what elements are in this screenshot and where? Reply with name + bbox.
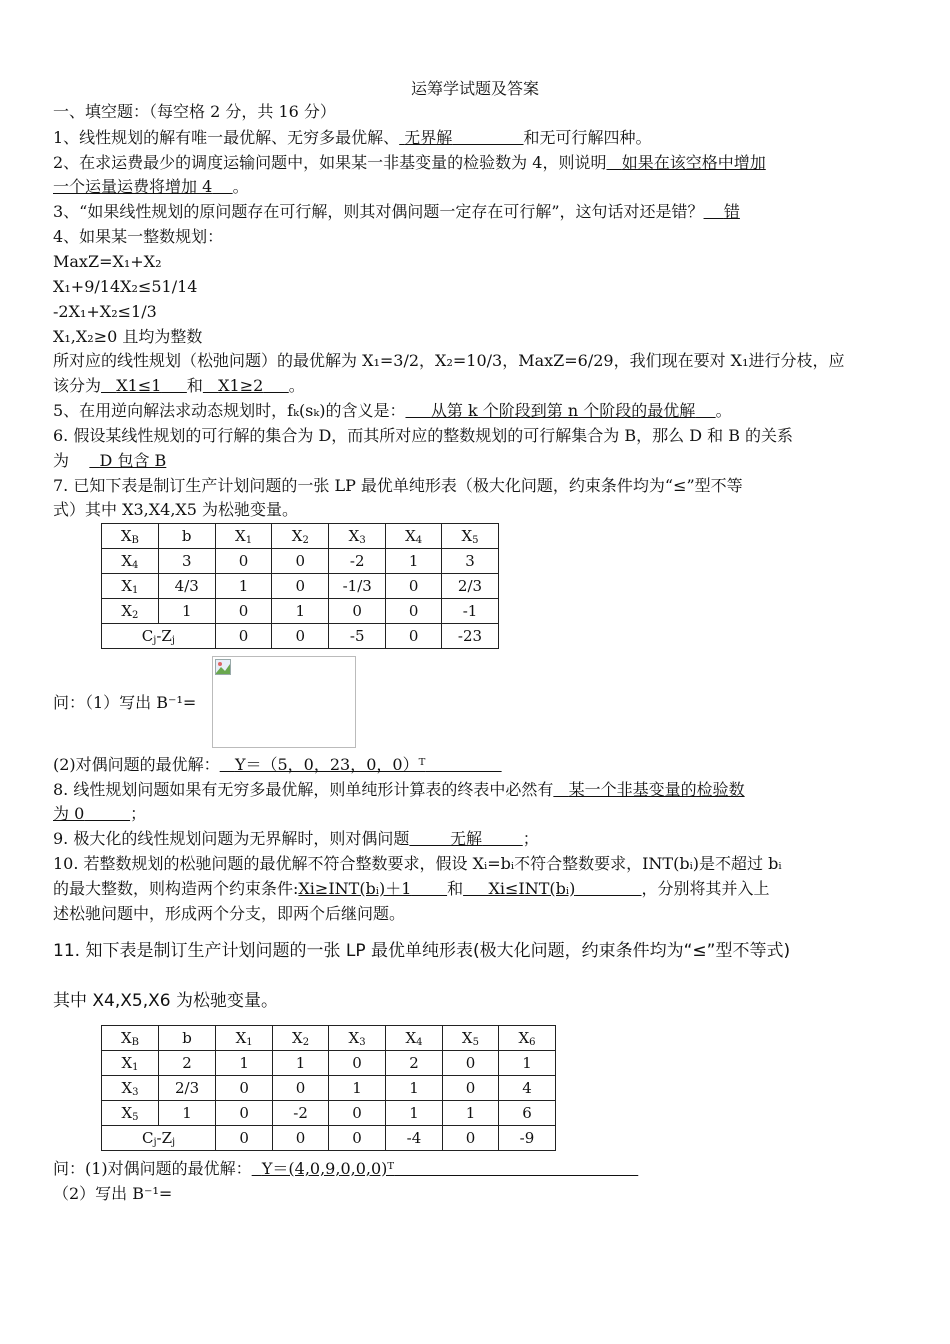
- table-cell: 6: [498, 1101, 555, 1126]
- header-cell: $X_1$: [215, 524, 272, 549]
- simplex-table-2: [101, 1025, 556, 1151]
- table-cell: 0: [329, 1126, 386, 1151]
- table-cell: 2: [386, 1051, 443, 1076]
- table-cell: $X_5$: [102, 1101, 159, 1126]
- table-cell: 0: [215, 624, 272, 649]
- table-row: [102, 1101, 556, 1126]
- table-cell: $X_4$: [102, 549, 159, 574]
- table-cell: -5: [329, 624, 386, 649]
- model-constraint-1: X₁+9/14X₂≤51/14: [53, 277, 198, 296]
- q11-dual-answer: Y＝(4,0,9,0,0,0)ᵀ: [261, 1159, 395, 1178]
- q1-text-end: 和无可行解四种。: [523, 128, 652, 147]
- q1-text: 1、线性规划的解有唯一最优解、无穷多最优解、: [53, 128, 400, 147]
- table-cell: -1: [442, 599, 499, 624]
- question-1: [53, 127, 652, 149]
- question-7-cont: 式）其中 X3,X4,X5 为松驰变量。: [53, 500, 299, 519]
- table-cell: $X_1$: [102, 574, 159, 599]
- table-cell: 1: [442, 1101, 498, 1126]
- table-cell: $X_2$: [102, 599, 159, 624]
- page-title: 运筹学试题及答案: [410, 79, 539, 98]
- header-cell: b: [158, 524, 215, 549]
- q8-answer-line2: 为 0: [53, 804, 85, 823]
- header-cell: $X_B$: [102, 524, 159, 549]
- table-cell: 0: [442, 1051, 498, 1076]
- question-11-cont: 其中 X4,X5,X6 为松驰变量。: [53, 991, 279, 1011]
- table-cell: 0: [329, 1101, 386, 1126]
- q4-statement: 所对应的线性规划（松弛问题）的最优解为 X₁=3/2，X₂=10/3，MaxZ=6/29，我们现在要对 X₁进行分枝，应: [53, 351, 845, 370]
- broken-image-placeholder: [212, 656, 356, 748]
- q6-answer: D 包含 B: [99, 451, 167, 470]
- question-11: 11. 知下表是制订生产计划问题的一张 LP 最优单纯形表(极大化问题，约束条件均为“≤”型不等式): [53, 941, 791, 961]
- q5-answer: 从第 k 个阶段到第 n 个阶段的最优解: [430, 401, 696, 420]
- table-cell: 0: [442, 1076, 498, 1101]
- q3-text: 3、“如果线性规划的原问题存在可行解，则其对偶问题一定存在可行解”，这句话对还是错？: [53, 202, 704, 221]
- table-row-cz: [102, 1126, 556, 1151]
- question-8-cont: 为 0 ；: [53, 804, 147, 823]
- question-5: 5、在用逆向解法求动态规划时，fₖ(sₖ)的含义是： 从第 k 个阶段到第 n 个阶段的最优解 。: [53, 401, 732, 420]
- table-header-row: [102, 524, 499, 549]
- q4-answer-2: X1≥2: [218, 376, 264, 395]
- header-cell: $X_B$: [102, 1026, 159, 1051]
- table-cell: -2: [273, 1101, 329, 1126]
- table-cell: 1: [386, 1101, 443, 1126]
- model-objective: MaxZ=X₁+X₂: [53, 252, 162, 271]
- q4-answer-line: 该分为 X1≤1 和 X1≥2 。: [53, 376, 305, 395]
- table-cell: 0: [216, 1076, 273, 1101]
- q7-ask-2: (2)对偶问题的最优解： Y＝（5，0，23，0，0）ᵀ: [53, 754, 502, 776]
- question-2-cont: [53, 176, 249, 198]
- model-constraint-2: -2X₁+X₂≤1/3: [53, 302, 157, 321]
- table-cell: 2/3: [442, 574, 499, 599]
- table-cell: 1: [158, 1101, 215, 1126]
- table-cell: 1: [386, 1076, 443, 1101]
- q2-answer-line1: 如果在该空格中增加: [621, 153, 766, 172]
- table-cell: 0: [215, 599, 272, 624]
- question-10: 10. 若整数规划的松驰问题的最优解不符合整数要求，假设 Xᵢ=bᵢ不符合整数要求，INT(bᵢ)是不超过 bᵢ: [53, 854, 782, 873]
- table-cell: 4/3: [158, 574, 215, 599]
- table-row: [102, 549, 499, 574]
- header-cell: $X_5$: [442, 524, 499, 549]
- table-cell: 3: [442, 549, 499, 574]
- q3-answer: 错: [723, 202, 740, 221]
- table-cell: -2: [329, 549, 386, 574]
- question-6-cont: 为 D 包含 B: [53, 451, 167, 470]
- q8-answer-line1: 某一个非基变量的检验数: [568, 780, 745, 799]
- table-cell: 0: [386, 599, 442, 624]
- question-4: 4、如果某一整数规划：: [53, 227, 224, 246]
- q2-text-end: 。: [232, 177, 249, 196]
- table-cell: 0: [272, 574, 329, 599]
- table-header-row: [102, 1026, 556, 1051]
- question-10-cont: 的最大整数，则构造两个约束条件:Xi≥INT(bᵢ)＋1 和 Xi≤INT(bᵢ) ，分别将其并入上: [53, 879, 770, 898]
- table-cell: $X_3$: [102, 1076, 159, 1101]
- q10-answer-1: Xi≥INT(bᵢ)＋1: [298, 879, 412, 898]
- header-cell: $X_3$: [329, 524, 386, 549]
- table-cell: 0: [329, 1051, 386, 1076]
- table-cell: 0: [442, 1126, 498, 1151]
- table-cell: 0: [215, 549, 272, 574]
- table-cell: -23: [442, 624, 499, 649]
- table-cell: 1: [273, 1051, 329, 1076]
- table-row: [102, 574, 499, 599]
- q4-answer-1: X1≤1: [116, 376, 162, 395]
- section-heading: 一、填空题：（每空格 2 分，共 16 分）: [53, 102, 336, 121]
- table-cell: -4: [386, 1126, 443, 1151]
- table-cell: 1: [272, 599, 329, 624]
- table-cell: 3: [158, 549, 215, 574]
- cz-label: $C_j-Z_j$: [102, 1126, 216, 1151]
- table-cell: 1: [329, 1076, 386, 1101]
- header-cell: b: [158, 1026, 215, 1051]
- question-7: 7. 已知下表是制订生产计划问题的一张 LP 最优单纯形表（极大化问题，约束条件均为“≤”型不等: [53, 476, 743, 495]
- table-cell: 2/3: [158, 1076, 215, 1101]
- table-cell: -1/3: [329, 574, 386, 599]
- table-cell: 0: [272, 549, 329, 574]
- question-6: 6. 假设某线性规划的可行解的集合为 D，而其所对应的整数规划的可行解集合为 B，那么 D 和 B 的关系: [53, 426, 794, 445]
- table-cell: 1: [216, 1051, 273, 1076]
- q1-answer: 无界解: [404, 128, 453, 147]
- q11-ask-1: 问：(1)对偶问题的最优解： Y＝(4,0,9,0,0,0)ᵀ: [53, 1158, 638, 1180]
- table-cell: 4: [498, 1076, 555, 1101]
- q10-answer-2: Xi≤INT(bᵢ): [488, 879, 576, 898]
- table-cell: 0: [216, 1101, 273, 1126]
- table-cell: 0: [273, 1126, 329, 1151]
- q2-text: 2、在求运费最少的调度运输问题中，如果某一非基变量的检验数为 4，则说明: [53, 153, 607, 172]
- q7-dual-answer: Y＝（5，0，23，0，0）ᵀ: [234, 755, 426, 774]
- header-cell: $X_2$: [273, 1026, 329, 1051]
- table-cell: 2: [158, 1051, 215, 1076]
- table-cell: 0: [329, 599, 386, 624]
- simplex-table-1: [101, 523, 499, 649]
- header-cell: $X_4$: [386, 1026, 443, 1051]
- table-cell: $X_1$: [102, 1051, 159, 1076]
- table-cell: 1: [215, 574, 272, 599]
- q11-ask-2: （2）写出 B⁻¹=: [53, 1184, 173, 1203]
- table-row: [102, 1051, 556, 1076]
- header-cell: $X_6$: [498, 1026, 555, 1051]
- broken-image-icon: [215, 659, 231, 675]
- table-cell: 1: [498, 1051, 555, 1076]
- header-cell: $X_1$: [216, 1026, 273, 1051]
- header-cell: $X_3$: [329, 1026, 386, 1051]
- table-row: [102, 599, 499, 624]
- question-9: 9. 极大化的线性规划问题为无界解时，则对偶问题 无解 ；: [53, 829, 539, 848]
- cz-label: $C_j-Z_j$: [102, 624, 216, 649]
- question-2: [53, 152, 766, 174]
- question-10-end: 述松驰问题中，形成两个分支，即两个后继问题。: [53, 904, 406, 923]
- table-cell: 1: [386, 549, 442, 574]
- table-cell: 0: [272, 624, 329, 649]
- q9-answer: 无解: [450, 829, 483, 848]
- table-cell: 0: [273, 1076, 329, 1101]
- header-cell: $X_2$: [272, 524, 329, 549]
- question-3: [53, 201, 740, 223]
- table-cell: 0: [386, 624, 442, 649]
- table-cell: 0: [216, 1126, 273, 1151]
- table-row: [102, 1076, 556, 1101]
- model-constraint-3: X₁,X₂≥0 且均为整数: [53, 327, 203, 346]
- header-cell: $X_4$: [386, 524, 442, 549]
- question-8: 8. 线性规划问题如果有无穷多最优解，则单纯形计算表的终表中必然有 某一个非基变量的检验数: [53, 780, 745, 799]
- header-cell: $X_5$: [442, 1026, 498, 1051]
- table-row-cz: [102, 624, 499, 649]
- q7-ask-1: 问：（1）写出 B⁻¹=: [53, 693, 197, 712]
- q2-answer-line2: 一个运量运费将增加 4: [53, 177, 213, 196]
- table-cell: -9: [498, 1126, 555, 1151]
- table-cell: 1: [158, 599, 215, 624]
- table-cell: 0: [386, 574, 442, 599]
